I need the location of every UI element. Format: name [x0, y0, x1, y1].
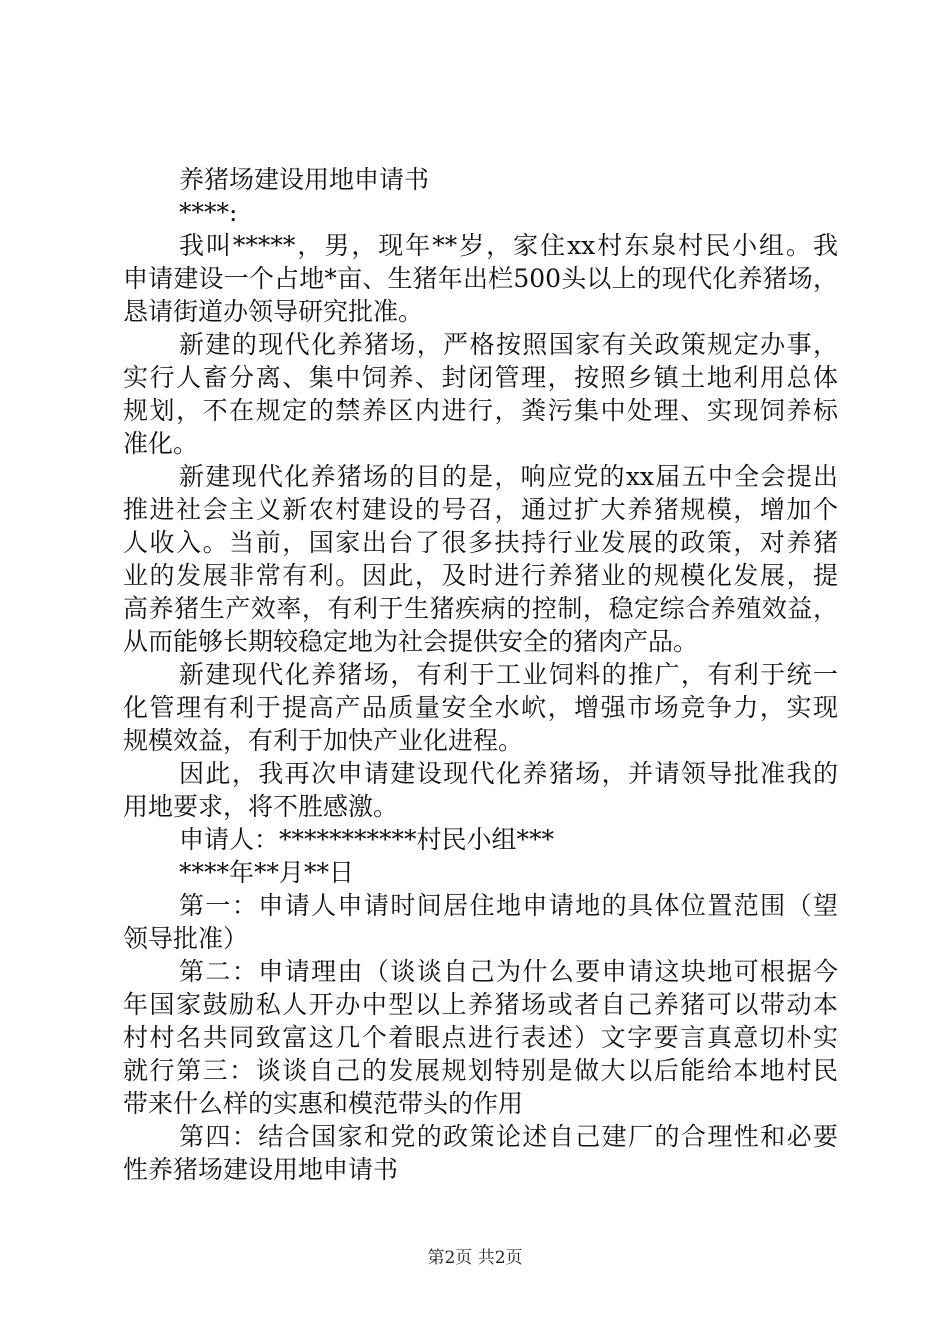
text-line: 人收入。当前，国家出台了很多扶持行业发展的政策，对养猪: [123, 528, 838, 557]
text-line: 从而能够长期较稳定地为社会提供安全的猪肉产品。: [123, 627, 699, 656]
text-line: 规模效益，有利于加快产业化进程。: [123, 726, 524, 755]
text-line: ****年**月**日: [179, 858, 355, 887]
text-line: 用地要求，将不胜感激。: [123, 792, 399, 821]
text-line: 新建现代化养猪场的目的是，响应党的xx届五中全会提出: [179, 462, 838, 491]
text-line: 新建现代化养猪场，有利于工业饲料的推广，有利于统一: [179, 660, 838, 689]
text-line: 新建的现代化养猪场，严格按照国家有关政策规定办事，: [179, 330, 838, 359]
text-line: 年国家鼓励私人开办中型以上养猪场或者自己养猪可以带动本: [123, 990, 838, 1019]
text-line: 养猪场建设用地申请书: [179, 165, 430, 194]
text-line: ****:: [179, 198, 238, 227]
text-line: 领导批准）: [123, 924, 249, 953]
document-body: [123, 163, 838, 1186]
text-line: 恳请街道办领导研究批准。: [123, 297, 424, 326]
text-line: 规划，不在规定的禁养区内进行，粪污集中处理、实现饲养标: [123, 396, 838, 425]
text-line: 我叫*****，男，现年**岁，家住xx村东泉村民小组。我: [179, 231, 838, 260]
text-line: 村村名共同致富这几个着眼点进行表述）文字要言真意切朴实: [123, 1023, 838, 1052]
text-line: 第四：结合国家和党的政策论述自己建厂的合理性和必要: [179, 1122, 838, 1151]
text-line: 实行人畜分离、集中饲养、封闭管理，按照乡镇土地利用总体: [123, 363, 838, 392]
text-line: 化管理有利于提高产品质量安全水岤，增强市场竞争力，实现: [123, 693, 838, 722]
text-line: 带来什么样的实惠和模范带头的作用: [123, 1089, 524, 1118]
text-line: 第二：申请理由（谈谈自己为什么要申请这块地可根据今: [179, 957, 838, 986]
text-line: 准化。: [123, 429, 199, 458]
text-line: 因此，我再次申请建设现代化养猪场，并请领导批准我的: [179, 759, 838, 788]
text-line: 业的发展非常有利。因此，及时进行养猪业的规模化发展，提: [123, 561, 838, 590]
text-line: 推进社会主义新农村建设的号召，通过扩大养猪规模，增加个: [123, 495, 838, 524]
text-line: 性养猪场建设用地申请书: [123, 1155, 399, 1184]
text-line: 申请人：***********村民小组***: [179, 825, 555, 854]
text-line: 高养猪生产效率，有利于生猪疾病的控制，稳定综合养殖效益，: [123, 594, 838, 623]
text-line: 就行第三：谈谈自己的发展规划特别是做大以后能给本地村民: [123, 1056, 838, 1085]
text-line: 申请建设一个占地*亩、生猪年出栏500头以上的现代化养猪场，: [123, 264, 838, 293]
text-line: 第一：申请人申请时间居住地申请地的具体位置范围（望: [179, 891, 838, 920]
page-footer: 第2页 共2页: [427, 1248, 523, 1268]
